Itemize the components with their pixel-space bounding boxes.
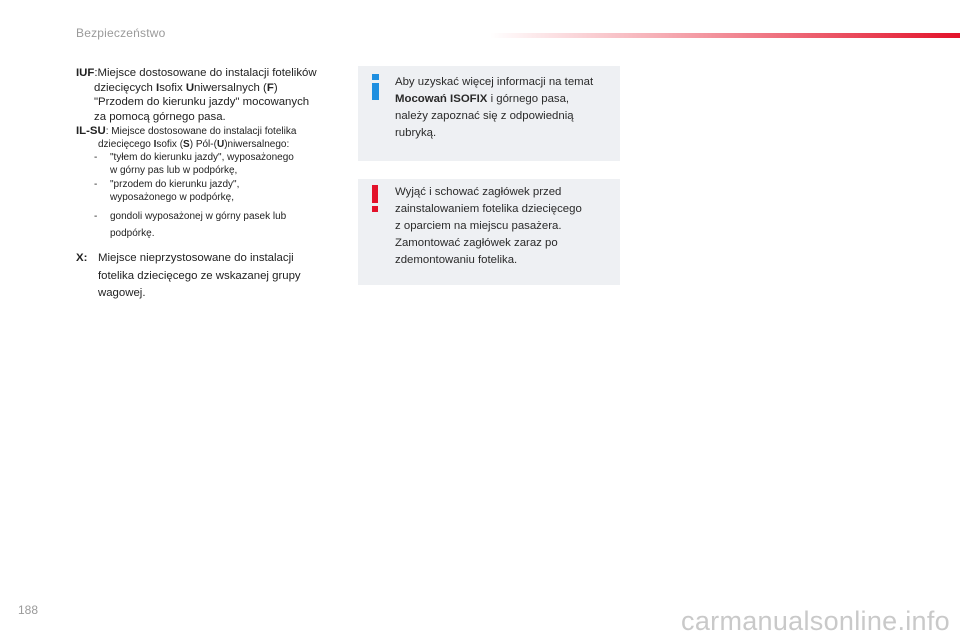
- bullet-dash: -: [94, 152, 98, 164]
- ilsu-text-4: ) Pól-(: [189, 139, 217, 151]
- iuf-text-4: niwersalnych (: [194, 81, 267, 94]
- info-note-text: [395, 74, 613, 142]
- x-line-1: [76, 250, 346, 268]
- page-number: 188: [18, 603, 39, 617]
- bullet-dash: -: [94, 179, 98, 191]
- bullet-line-2: wyposażonego w podpórkę,: [110, 192, 234, 204]
- ilsu-text-3: sofix (: [156, 139, 184, 151]
- ilsu-text-2: dziecięcego: [98, 139, 154, 151]
- info-line-2: [395, 91, 613, 108]
- ilsu-key-2: S: [183, 139, 190, 151]
- iuf-key-2: U: [185, 81, 195, 94]
- iuf-line-3: "Przodem do kierunku jazdy" mocowanych: [94, 96, 310, 109]
- x-term: X:: [76, 252, 88, 265]
- definition-iuf: [76, 66, 346, 124]
- list-item: [76, 151, 346, 177]
- bullet-line-2: podpórkę.: [110, 228, 155, 240]
- info-line-4: rubryką.: [395, 127, 437, 139]
- list-item: [76, 208, 346, 242]
- iuf-text-5: ): [273, 81, 278, 94]
- ilsu-key-3: U: [216, 139, 225, 151]
- ilsu-bullet-list: [76, 151, 346, 242]
- warning-line-2: zainstalowaniem fotelika dziecięcego: [395, 203, 582, 215]
- definitions-column: [76, 66, 346, 303]
- definition-x: [76, 250, 346, 303]
- bullet-line-1: gondoli wyposażonej w górny pasek lub: [110, 211, 287, 223]
- bullet-line-1: "przodem do kierunku jazdy",: [110, 179, 240, 191]
- x-text-1: Miejsce nieprzystosowane do instalacji: [98, 252, 294, 265]
- iuf-text-3: sofix: [159, 81, 186, 94]
- iuf-text-1: :Miejsce dostosowane do instalacji fotelików: [94, 67, 317, 79]
- iuf-term: IUF: [76, 67, 95, 79]
- ilsu-text-1: : Miejsce dostosowane do instalacji fotelika: [105, 126, 297, 138]
- section-title: Bezpieczeństwo: [76, 26, 166, 40]
- isofix-link-text: Mocowań ISOFIX: [395, 93, 488, 105]
- warning-line-5: zdemontowaniu fotelika.: [395, 254, 518, 266]
- ilsu-text-5: )niwersalnego:: [224, 139, 290, 151]
- header-accent-line: [490, 33, 960, 38]
- x-line-3: wagowej.: [98, 287, 146, 300]
- ilsu-line-1: [76, 125, 346, 138]
- info-line-1: Aby uzyskać więcej informacji na temat: [395, 76, 594, 88]
- iuf-line-4: za pomocą górnego pasa.: [94, 110, 226, 123]
- warning-note-text: [395, 184, 613, 269]
- warning-line-4: Zamontować zagłówek zaraz po: [395, 237, 558, 249]
- iuf-text-2: dziecięcych: [94, 81, 157, 94]
- info-note-box: [358, 66, 620, 161]
- ilsu-key-1: I: [153, 139, 157, 151]
- ilsu-line-2: [76, 138, 346, 151]
- warning-line-1: Wyjąć i schować zagłówek przed: [395, 186, 562, 198]
- list-item: [76, 178, 346, 204]
- bullet-dash: -: [94, 211, 98, 223]
- x-line-2: fotelika dziecięcego ze wskazanej grupy: [98, 269, 301, 282]
- bullet-line-1: "tyłem do kierunku jazdy", wyposażonego: [110, 152, 294, 164]
- warning-line-3: z oparciem na miejscu pasażera.: [395, 220, 562, 232]
- ilsu-term: IL-SU: [76, 125, 106, 138]
- bullet-line-2: w górny pas lub w podpórkę,: [110, 165, 238, 177]
- info-line-3: należy zapoznać się z odpowiednią: [395, 110, 574, 122]
- info-line-2-rest: i górnego pasa,: [487, 93, 570, 105]
- iuf-line-2: [76, 81, 346, 96]
- iuf-key-3: F: [266, 81, 274, 94]
- info-icon: [371, 74, 380, 100]
- watermark: carmanualsonline.info: [681, 606, 950, 636]
- iuf-line-1: [76, 66, 346, 81]
- warning-note-box: [358, 179, 620, 285]
- iuf-key-1: I: [156, 81, 160, 94]
- exclamation-icon: [370, 185, 380, 213]
- definition-il-su: [76, 125, 346, 242]
